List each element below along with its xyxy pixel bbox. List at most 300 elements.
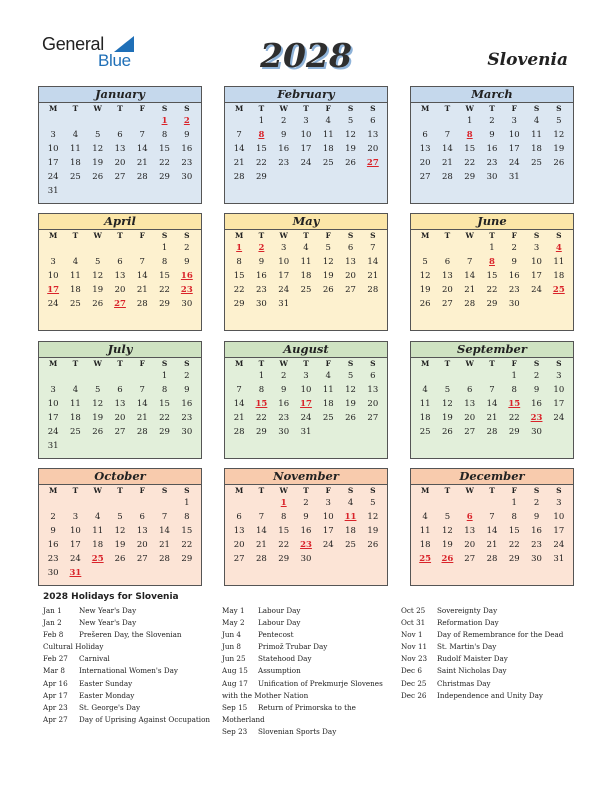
holiday-name: Rudolf Maister Day xyxy=(437,654,508,664)
day-cell: 11 xyxy=(92,526,104,536)
empty-day-cell xyxy=(64,369,86,383)
holiday-day-cell: 25 xyxy=(552,285,565,295)
day-cell: 29 xyxy=(278,554,290,564)
weekday-label: F xyxy=(511,231,517,240)
week-row xyxy=(225,255,387,269)
holiday-date: Jun 25 xyxy=(222,654,246,664)
day-cell: 19 xyxy=(92,413,104,423)
week-row xyxy=(39,369,201,383)
weekday-label: T xyxy=(117,486,123,495)
day-cell: 3 xyxy=(511,116,517,126)
weekday-label: M xyxy=(48,486,58,495)
day-cell: 15 xyxy=(159,271,170,281)
holiday-item xyxy=(43,702,210,714)
logo-text-blue: Blue xyxy=(98,51,131,70)
day-cell: 24 xyxy=(553,413,565,423)
day-cell: 23 xyxy=(486,158,498,168)
week-row xyxy=(39,552,201,566)
day-cell: 29 xyxy=(256,172,267,182)
day-cell: 18 xyxy=(322,399,334,409)
empty-day-cell xyxy=(362,297,384,311)
logo-triangle-icon xyxy=(114,36,134,52)
month-july xyxy=(38,341,202,459)
day-cell: 29 xyxy=(464,172,476,182)
holiday-day-cell: 17 xyxy=(300,399,312,409)
empty-day-cell xyxy=(414,241,436,255)
empty-day-cell xyxy=(64,241,86,255)
weekday-label: T xyxy=(72,486,79,495)
holiday-item xyxy=(43,617,210,629)
day-cell: 28 xyxy=(256,554,267,564)
weekday-label: S xyxy=(370,359,376,368)
day-cell: 10 xyxy=(553,512,565,522)
day-cell: 13 xyxy=(114,144,126,154)
week-row xyxy=(225,269,387,283)
day-cell: 11 xyxy=(419,399,431,409)
day-cell: 14 xyxy=(464,271,476,281)
week-row xyxy=(225,397,387,411)
day-cell: 2 xyxy=(184,243,190,253)
weekday-label: S xyxy=(161,359,168,368)
holiday-date: Dec 25 xyxy=(401,678,427,688)
holiday-date: Feb 8 xyxy=(43,630,64,640)
weekday-label: S xyxy=(347,359,354,368)
day-cell: 22 xyxy=(278,540,290,550)
day-cell: 27 xyxy=(419,172,431,182)
week-row xyxy=(39,425,201,439)
day-cell: 2 xyxy=(533,371,540,381)
empty-day-cell xyxy=(87,566,109,580)
day-cell: 30 xyxy=(181,172,193,182)
logo xyxy=(42,34,142,70)
day-cell: 22 xyxy=(508,413,520,423)
day-cell: 2 xyxy=(50,512,56,522)
day-cell: 10 xyxy=(47,271,59,281)
empty-day-cell xyxy=(64,496,86,510)
day-cell: 12 xyxy=(92,399,104,409)
day-cell: 20 xyxy=(114,413,126,423)
day-cell: 17 xyxy=(47,158,59,168)
week-row xyxy=(411,538,573,552)
day-cell: 18 xyxy=(419,540,431,550)
day-cell: 27 xyxy=(464,554,476,564)
day-cell: 31 xyxy=(278,299,290,309)
day-cell: 1 xyxy=(511,498,517,508)
empty-day-cell xyxy=(131,566,153,580)
weekday-label: S xyxy=(556,104,562,113)
day-cell: 29 xyxy=(508,554,520,564)
week-row xyxy=(39,439,201,453)
day-cell: 23 xyxy=(256,285,267,295)
month-title: May xyxy=(225,214,387,230)
holiday-name: Christmas Day xyxy=(437,678,491,688)
day-cell: 20 xyxy=(464,413,476,423)
holiday-column xyxy=(222,605,383,738)
day-cell: 1 xyxy=(161,371,168,381)
weekday-label: M xyxy=(48,231,58,240)
day-cell: 29 xyxy=(181,554,193,564)
day-cell: 6 xyxy=(370,116,376,126)
weekday-header xyxy=(39,358,201,369)
holiday-item xyxy=(43,714,210,726)
holiday-item xyxy=(222,641,383,653)
day-cell: 20 xyxy=(114,158,126,168)
day-cell: 13 xyxy=(345,257,356,267)
day-cell: 30 xyxy=(531,554,542,564)
week-row xyxy=(225,297,387,311)
empty-day-cell xyxy=(42,496,64,510)
weekday-label: F xyxy=(325,104,331,113)
day-cell: 19 xyxy=(367,526,379,536)
day-cell: 5 xyxy=(444,512,451,522)
day-cell: 2 xyxy=(280,371,287,381)
day-cell: 3 xyxy=(556,498,562,508)
weekday-label: F xyxy=(139,104,145,113)
month-title: August xyxy=(225,342,387,358)
day-cell: 4 xyxy=(303,243,309,253)
day-cell: 20 xyxy=(233,540,245,550)
day-cell: 6 xyxy=(444,257,451,267)
holiday-date: Nov 11 xyxy=(401,642,428,652)
holiday-day-cell: 23 xyxy=(300,540,312,550)
day-cell: 16 xyxy=(486,144,498,154)
holiday-date: May 1 xyxy=(222,606,245,615)
month-october xyxy=(38,468,202,586)
month-january xyxy=(38,86,202,204)
month-february xyxy=(224,86,388,204)
empty-day-cell xyxy=(362,552,384,566)
weekday-label: S xyxy=(533,486,540,495)
week-row xyxy=(411,114,573,128)
holiday-name: Carnival xyxy=(79,654,110,664)
day-cell: 15 xyxy=(486,271,498,281)
day-cell: 5 xyxy=(370,498,376,508)
day-cell: 26 xyxy=(92,427,104,437)
day-cell: 15 xyxy=(159,399,170,409)
weekday-label: T xyxy=(489,104,495,113)
day-cell: 25 xyxy=(70,427,81,437)
day-cell: 18 xyxy=(553,271,565,281)
holiday-item xyxy=(43,690,210,702)
day-cell: 17 xyxy=(278,271,290,281)
day-cell: 26 xyxy=(553,158,565,168)
weekday-label: M xyxy=(420,359,430,368)
empty-day-cell xyxy=(64,184,86,198)
day-cell: 10 xyxy=(47,399,59,409)
holiday-item xyxy=(401,605,563,617)
day-cell: 12 xyxy=(553,130,565,140)
day-cell: 30 xyxy=(300,554,312,564)
day-cell: 9 xyxy=(258,257,265,267)
week-row xyxy=(411,524,573,538)
day-cell: 28 xyxy=(233,172,245,182)
empty-day-cell xyxy=(273,170,295,184)
day-cell: 14 xyxy=(136,399,148,409)
holiday-item xyxy=(222,678,383,690)
day-cell: 31 xyxy=(508,172,520,182)
holiday-date: Aug 17 xyxy=(222,678,248,688)
day-cell: 3 xyxy=(50,257,56,267)
day-cell: 15 xyxy=(464,144,476,154)
week-row xyxy=(39,170,201,184)
holiday-date: Apr 16 xyxy=(43,678,68,688)
day-cell: 25 xyxy=(419,427,431,437)
weekday-label: T xyxy=(489,359,495,368)
day-cell: 15 xyxy=(256,144,267,154)
day-cell: 1 xyxy=(161,243,168,253)
day-cell: 21 xyxy=(233,158,245,168)
day-cell: 28 xyxy=(367,285,379,295)
week-row xyxy=(411,156,573,170)
holiday-date: Jan 2 xyxy=(43,618,62,628)
empty-day-cell xyxy=(42,114,64,128)
day-cell: 8 xyxy=(236,257,242,267)
day-cell: 12 xyxy=(114,526,126,536)
day-cell: 18 xyxy=(70,158,81,168)
weekday-label: M xyxy=(48,359,58,368)
weekday-label: T xyxy=(258,231,265,240)
holiday-name: Motherland xyxy=(222,714,265,724)
weekday-label: T xyxy=(444,104,451,113)
day-cell: 20 xyxy=(442,285,453,295)
day-cell: 19 xyxy=(442,540,453,550)
holiday-item xyxy=(222,702,383,714)
day-cell: 24 xyxy=(278,285,290,295)
day-cell: 26 xyxy=(442,427,453,437)
day-cell: 29 xyxy=(159,299,170,309)
week-row xyxy=(225,510,387,524)
day-cell: 30 xyxy=(47,568,59,578)
weekday-label: W xyxy=(279,231,288,240)
week-row xyxy=(225,128,387,142)
day-cell: 10 xyxy=(300,130,312,140)
day-cell: 17 xyxy=(300,144,312,154)
day-cell: 4 xyxy=(325,371,331,381)
weekday-label: S xyxy=(161,104,168,113)
day-cell: 7 xyxy=(466,257,473,267)
day-cell: 9 xyxy=(184,257,190,267)
empty-day-cell xyxy=(109,496,131,510)
day-cell: 19 xyxy=(114,540,126,550)
holiday-name: Assumption xyxy=(258,666,301,676)
holiday-day-cell: 11 xyxy=(344,512,357,522)
empty-day-cell xyxy=(153,439,175,453)
holiday-name: Saint Nicholas Day xyxy=(437,666,507,676)
weekday-label: M xyxy=(234,359,244,368)
day-cell: 7 xyxy=(370,243,376,253)
day-cell: 29 xyxy=(256,427,267,437)
day-cell: 31 xyxy=(300,427,312,437)
day-cell: 4 xyxy=(72,130,79,140)
weekday-header xyxy=(39,485,201,496)
day-cell: 25 xyxy=(531,158,542,168)
weekday-header xyxy=(411,103,573,114)
weekday-label: W xyxy=(279,359,288,368)
day-cell: 1 xyxy=(489,243,495,253)
day-cell: 28 xyxy=(486,427,498,437)
day-cell: 20 xyxy=(345,271,356,281)
holiday-day-cell: 23 xyxy=(180,285,193,295)
day-cell: 9 xyxy=(511,257,517,267)
day-cell: 11 xyxy=(419,526,431,536)
day-cell: 28 xyxy=(233,427,245,437)
day-cell: 19 xyxy=(92,285,104,295)
day-cell: 28 xyxy=(136,299,148,309)
day-cell: 24 xyxy=(531,285,542,295)
holiday-date: Mar 8 xyxy=(43,666,65,676)
weekday-label: T xyxy=(72,359,79,368)
empty-day-cell xyxy=(109,184,131,198)
day-cell: 13 xyxy=(136,526,148,536)
month-title: November xyxy=(225,469,387,485)
holiday-item xyxy=(222,653,383,665)
day-cell: 21 xyxy=(136,413,148,423)
holiday-item xyxy=(401,678,563,690)
weekday-label: F xyxy=(325,359,331,368)
year-title: 2028 xyxy=(260,36,352,75)
holiday-day-cell: 1 xyxy=(236,243,243,253)
week-row xyxy=(225,425,387,439)
empty-day-cell xyxy=(87,439,109,453)
day-cell: 31 xyxy=(47,441,59,451)
day-cell: 5 xyxy=(347,371,354,381)
holiday-date: Sep 23 xyxy=(222,726,248,736)
weekday-label: W xyxy=(93,231,102,240)
day-cell: 14 xyxy=(233,399,245,409)
day-cell: 24 xyxy=(508,158,520,168)
day-cell: 14 xyxy=(486,526,498,536)
holiday-name: Pentecost xyxy=(258,630,294,640)
weekday-label: M xyxy=(420,486,430,495)
weekday-label: F xyxy=(139,231,145,240)
holiday-item xyxy=(222,690,383,702)
week-row xyxy=(225,496,387,510)
holiday-item xyxy=(401,617,563,629)
day-cell: 1 xyxy=(466,116,473,126)
day-cell: 7 xyxy=(236,385,242,395)
week-row xyxy=(39,283,201,297)
empty-day-cell xyxy=(131,439,153,453)
day-cell: 13 xyxy=(114,271,126,281)
day-cell: 11 xyxy=(70,399,81,409)
day-cell: 16 xyxy=(181,144,193,154)
empty-day-cell xyxy=(317,552,339,566)
day-cell: 21 xyxy=(136,158,148,168)
empty-day-cell xyxy=(414,496,436,510)
empty-day-cell xyxy=(109,566,131,580)
weekday-label: F xyxy=(511,359,517,368)
day-cell: 7 xyxy=(489,385,495,395)
empty-day-cell xyxy=(339,552,361,566)
holiday-date: Apr 23 xyxy=(43,702,68,712)
day-cell: 2 xyxy=(280,116,287,126)
weekday-label: S xyxy=(370,486,376,495)
day-cell: 15 xyxy=(278,526,290,536)
day-cell: 30 xyxy=(181,427,193,437)
weekday-label: S xyxy=(347,104,354,113)
week-row xyxy=(225,538,387,552)
holiday-day-cell: 27 xyxy=(114,299,126,309)
holiday-day-cell: 26 xyxy=(441,554,454,564)
holiday-day-cell: 8 xyxy=(466,130,473,140)
week-row xyxy=(225,142,387,156)
weekday-label: M xyxy=(420,231,430,240)
weekday-header xyxy=(225,103,387,114)
holiday-name: New Year's Day xyxy=(79,606,137,615)
weekday-label: S xyxy=(184,231,190,240)
day-cell: 5 xyxy=(347,116,354,126)
day-cell: 9 xyxy=(50,526,56,536)
day-cell: 12 xyxy=(345,130,356,140)
weekday-label: F xyxy=(325,486,331,495)
empty-day-cell xyxy=(459,241,481,255)
week-row xyxy=(39,255,201,269)
day-cell: 24 xyxy=(47,299,59,309)
empty-day-cell xyxy=(525,170,547,184)
day-cell: 20 xyxy=(367,399,379,409)
day-cell: 9 xyxy=(533,385,540,395)
day-cell: 3 xyxy=(72,512,79,522)
day-cell: 4 xyxy=(72,385,79,395)
day-cell: 28 xyxy=(486,554,498,564)
day-cell: 10 xyxy=(278,257,290,267)
holiday-date: Oct 31 xyxy=(401,618,426,628)
day-cell: 5 xyxy=(117,512,123,522)
empty-day-cell xyxy=(109,439,131,453)
holiday-name: Day of Uprising Against Occupation xyxy=(79,714,211,724)
weekday-label: F xyxy=(325,231,331,240)
day-cell: 16 xyxy=(47,540,59,550)
day-cell: 28 xyxy=(442,172,453,182)
week-row xyxy=(225,283,387,297)
day-cell: 5 xyxy=(422,257,428,267)
day-cell: 29 xyxy=(508,427,520,437)
holiday-day-cell: 27 xyxy=(366,158,379,168)
week-row xyxy=(225,241,387,255)
day-cell: 23 xyxy=(508,285,520,295)
day-cell: 13 xyxy=(442,271,453,281)
empty-day-cell xyxy=(176,566,198,580)
day-cell: 17 xyxy=(508,144,520,154)
week-row xyxy=(39,566,201,580)
day-cell: 2 xyxy=(184,371,190,381)
day-cell: 1 xyxy=(258,116,265,126)
day-cell: 19 xyxy=(419,285,431,295)
day-cell: 6 xyxy=(422,130,428,140)
holiday-item xyxy=(222,665,383,677)
empty-day-cell xyxy=(250,496,272,510)
day-cell: 10 xyxy=(322,512,334,522)
day-cell: 26 xyxy=(92,172,104,182)
day-cell: 10 xyxy=(47,144,59,154)
day-cell: 3 xyxy=(533,243,540,253)
day-cell: 11 xyxy=(70,144,81,154)
day-cell: 23 xyxy=(278,413,290,423)
day-cell: 16 xyxy=(278,144,290,154)
month-title: June xyxy=(411,214,573,230)
logo-text-general: General xyxy=(42,34,104,54)
holiday-name: Labour Day xyxy=(258,618,301,628)
day-cell: 6 xyxy=(117,257,123,267)
day-cell: 14 xyxy=(136,144,148,154)
day-cell: 5 xyxy=(444,385,451,395)
holiday-column xyxy=(43,605,210,726)
day-cell: 28 xyxy=(159,554,170,564)
day-cell: 10 xyxy=(531,257,542,267)
week-row xyxy=(411,552,573,566)
holiday-item xyxy=(43,665,210,677)
month-may xyxy=(224,213,388,331)
